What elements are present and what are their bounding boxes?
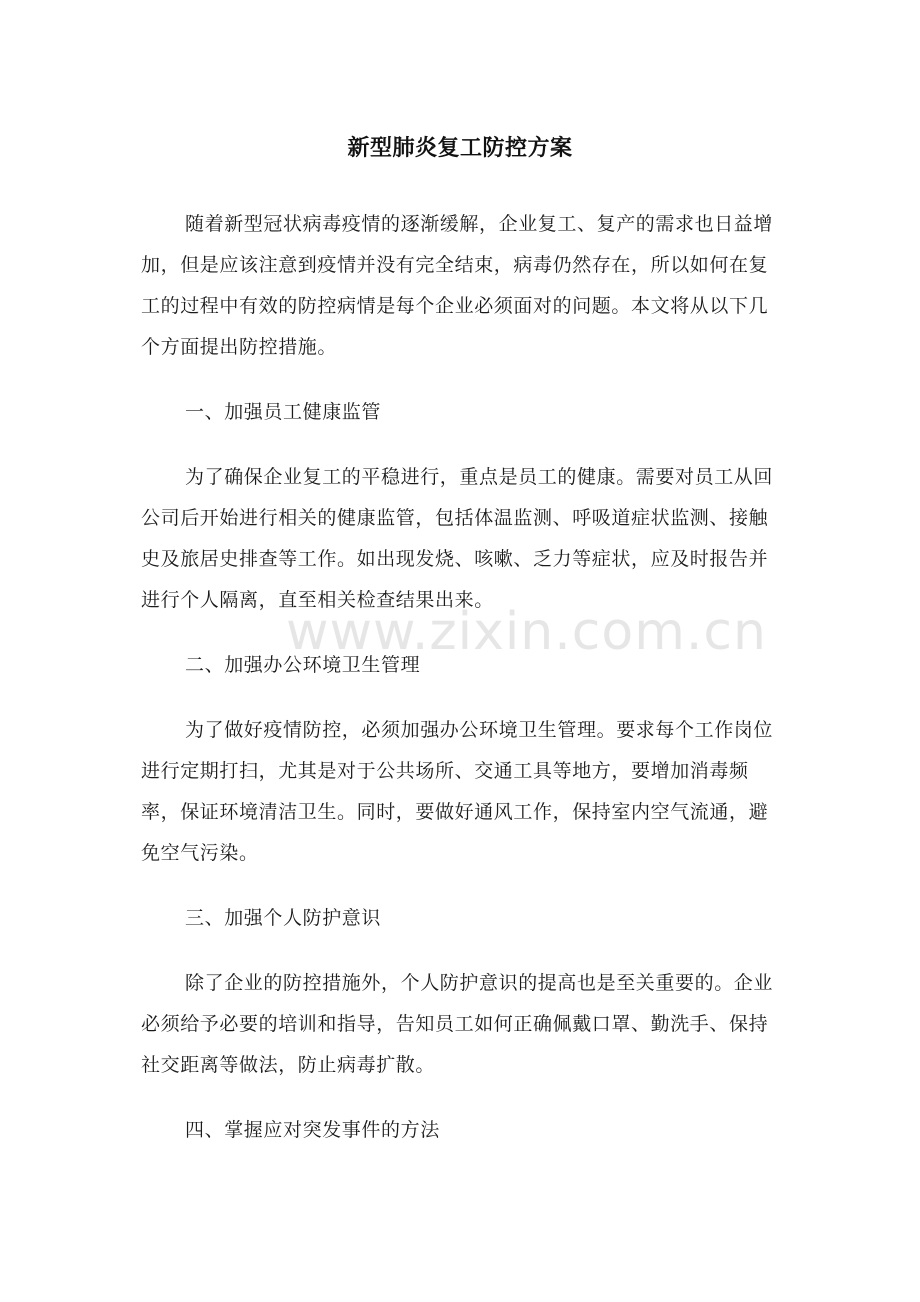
section-heading-health: 一、加强员工健康监管	[185, 401, 382, 423]
site-watermark: www.zixin.com.cn	[286, 602, 767, 662]
section-paragraph-office-hygiene: 为了做好疫情防控，必须加强办公环境卫生管理。要求每个工作岗位进行定期打扫，尤其是对于公共场所、交通工具等地方，要增加消毒频率，保证环境清洁卫生。同时，要做好通风工作，保持室内空气流通，避免空气污染。	[141, 719, 774, 864]
section-heading-office-hygiene: 二、加强办公环境卫生管理	[185, 654, 421, 676]
document-body	[141, 204, 781, 1175]
section-heading-personal-protection: 三、加强个人防护意识	[185, 907, 382, 929]
section-paragraph-health: 为了确保企业复工的平稳进行，重点是员工的健康。需要对员工从回公司后开始进行相关的健康监管，包括体温监测、呼吸道症状监测、接触史及旅居史排查等工作。如出现发烧、咳嗽、乏力等症状，应及时报告并进行个人隔离，直至相关检查结果出来。	[141, 466, 774, 611]
section-paragraph-personal-protection: 除了企业的防控措施外，个人防护意识的提高也是至关重要的。企业必须给予必要的培训和指导，告知员工如何正确佩戴口罩、勤洗手、保持社交距离等做法，防止病毒扩散。	[141, 972, 774, 1076]
section-heading-emergency: 四、掌握应对突发事件的方法	[185, 1119, 440, 1141]
document-title: 新型肺炎复工防控方案	[347, 136, 573, 161]
intro-paragraph: 随着新型冠状病毒疫情的逐渐缓解，企业复工、复产的需求也日益增加，但是应该注意到疫情并没有完全结束，病毒仍然存在，所以如何在复工的过程中有效的防控病情是每个企业必须面对的问题。本文将从以下几个方面提出防控措施。	[141, 213, 774, 358]
